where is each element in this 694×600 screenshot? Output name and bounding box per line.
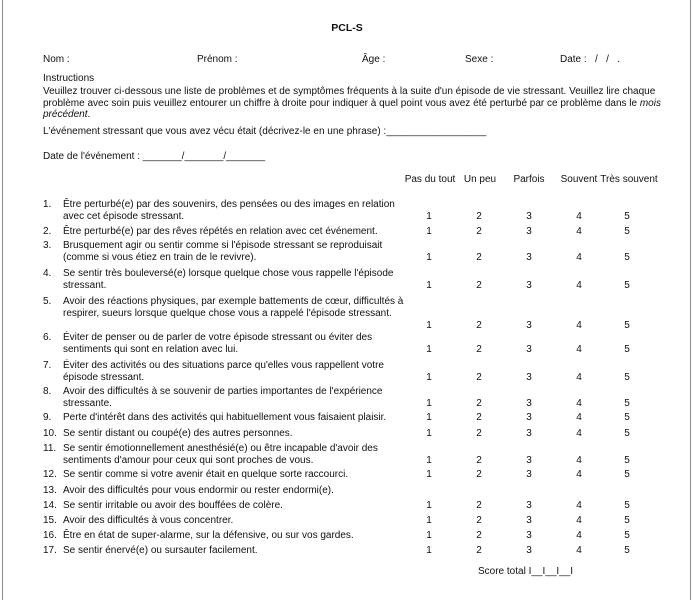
item-score-3[interactable]: 3 <box>526 427 532 439</box>
item-number: 1. <box>43 199 52 210</box>
item-score-5[interactable]: 5 <box>624 319 630 331</box>
item-score-1[interactable]: 1 <box>426 514 432 526</box>
item-number: 11. <box>43 443 57 454</box>
item-number: 14. <box>43 500 57 511</box>
item-score-4[interactable]: 4 <box>576 427 582 439</box>
item-score-4[interactable]: 4 <box>576 251 582 263</box>
item-row <box>43 360 663 383</box>
item-score-4[interactable]: 4 <box>576 468 582 480</box>
item-score-1[interactable]: 1 <box>426 319 432 331</box>
item-score-1[interactable]: 1 <box>426 225 432 237</box>
item-row <box>43 199 663 222</box>
sexe-label: Sexe : <box>465 54 494 65</box>
item-score-5[interactable]: 5 <box>624 499 630 511</box>
item-number: 3. <box>43 240 52 251</box>
item-row <box>43 386 663 409</box>
item-score-4[interactable]: 4 <box>576 499 582 511</box>
item-number: 8. <box>43 386 52 397</box>
item-score-3[interactable]: 3 <box>526 279 532 291</box>
item-row <box>43 412 663 423</box>
item-text: Se sentir énervé(e) ou sursauter facilement. <box>63 545 258 556</box>
item-score-4[interactable]: 4 <box>576 343 582 355</box>
item-score-4[interactable]: 4 <box>576 411 582 423</box>
item-score-2[interactable]: 2 <box>476 279 482 291</box>
item-score-1[interactable]: 1 <box>426 343 432 355</box>
item-score-1[interactable]: 1 <box>426 468 432 480</box>
item-score-2[interactable]: 2 <box>476 499 482 511</box>
item-number: 16. <box>43 530 57 541</box>
item-score-4[interactable]: 4 <box>576 514 582 526</box>
item-text: Être en état de super-alarme, sur la défensive, ou sur vos gardes. <box>63 530 354 541</box>
item-score-5[interactable]: 5 <box>624 427 630 439</box>
instructions-title: Instructions <box>43 73 95 84</box>
column-header-pas-du-tout: Pas du tout <box>404 174 456 185</box>
instructions-text-start: Veuillez trouver ci-dessous une liste de problèmes et de symptômes fréquents à la suite d'un épisode de vie stressant. Veuillez lire chaque problème avec soin puis veuillez entourer un chiffre à droite pour indiquer à quel point vous avez été perturbé par ce problème dans le <box>43 86 656 109</box>
item-number: 6. <box>43 332 52 343</box>
instructions-text-end: . <box>87 109 91 120</box>
item-text: Se sentir très bouleversé(e) lorsque quelque chose vous rappelle l'épisode stressant. <box>63 268 394 291</box>
item-score-3[interactable]: 3 <box>526 454 532 466</box>
form-title: PCL-S <box>331 22 363 34</box>
item-score-3[interactable]: 3 <box>526 210 532 222</box>
item-score-5[interactable]: 5 <box>624 544 630 556</box>
item-score-4[interactable]: 4 <box>576 279 582 291</box>
page-border-left <box>2 0 3 600</box>
item-score-5[interactable]: 5 <box>624 251 630 263</box>
item-score-5[interactable]: 5 <box>624 225 630 237</box>
item-score-2[interactable]: 2 <box>476 468 482 480</box>
item-score-1[interactable]: 1 <box>426 279 432 291</box>
item-score-5[interactable]: 5 <box>624 514 630 526</box>
column-header-parfois: Parfois <box>513 174 545 185</box>
item-text: Avoir des difficultés à vous concentrer. <box>63 515 234 526</box>
item-text: Éviter des activités ou des situations parce qu'elles vous rappellent votre épisode stressant. <box>63 360 384 383</box>
item-text: Avoir des réactions physiques, par exemple battements de cœur, difficultés à respirer, sueurs lorsque quelque chose vous a rappelé l'épisode stressant. <box>63 296 404 319</box>
item-score-1[interactable]: 1 <box>426 454 432 466</box>
column-header-tres-souvent: Très souvent <box>600 174 658 185</box>
item-score-2[interactable]: 2 <box>476 427 482 439</box>
item-number: 9. <box>43 412 52 423</box>
item-score-1[interactable]: 1 <box>426 210 432 222</box>
item-score-1[interactable]: 1 <box>426 529 432 541</box>
item-score-3[interactable]: 3 <box>526 529 532 541</box>
item-score-4[interactable]: 4 <box>576 210 582 222</box>
item-row <box>43 485 663 496</box>
column-header-un-peu: Un peu <box>463 174 497 185</box>
item-text: Se sentir distant ou coupé(e) des autres personnes. <box>63 428 293 439</box>
item-score-4[interactable]: 4 <box>576 319 582 331</box>
prenom-label: Prénom : <box>197 54 238 65</box>
item-score-5[interactable]: 5 <box>624 529 630 541</box>
item-score-1[interactable]: 1 <box>426 411 432 423</box>
item-score-4[interactable]: 4 <box>576 544 582 556</box>
item-score-2[interactable]: 2 <box>476 411 482 423</box>
item-score-2[interactable]: 2 <box>476 514 482 526</box>
item-score-2[interactable]: 2 <box>476 319 482 331</box>
item-score-5[interactable]: 5 <box>624 343 630 355</box>
item-number: 17. <box>43 545 57 556</box>
item-score-3[interactable]: 3 <box>526 397 532 409</box>
item-text: Perte d'intérêt dans des activités qui habituellement vous faisaient plaisir. <box>63 412 387 423</box>
item-score-1[interactable]: 1 <box>426 251 432 263</box>
item-score-1[interactable]: 1 <box>426 397 432 409</box>
item-score-2[interactable]: 2 <box>476 343 482 355</box>
item-score-5[interactable]: 5 <box>624 454 630 466</box>
item-number: 5. <box>43 296 52 307</box>
item-score-4[interactable]: 4 <box>576 371 582 383</box>
column-header-souvent: Souvent <box>560 174 598 185</box>
date-label: Date : / / . <box>560 54 621 65</box>
page-border-right <box>690 0 691 600</box>
item-score-4[interactable]: 4 <box>576 454 582 466</box>
item-row <box>43 268 663 291</box>
item-score-3[interactable]: 3 <box>526 251 532 263</box>
instructions-text <box>43 86 668 121</box>
item-row <box>43 240 663 263</box>
item-text: Brusquement agir ou sentir comme si l'épisode stressant se reproduisait (comme si vous étiez en train de le revivre). <box>63 240 383 263</box>
item-score-5[interactable]: 5 <box>624 371 630 383</box>
item-number: 7. <box>43 360 52 371</box>
item-score-1[interactable]: 1 <box>426 371 432 383</box>
item-score-1[interactable]: 1 <box>426 427 432 439</box>
item-score-4[interactable]: 4 <box>576 397 582 409</box>
item-number: 15. <box>43 515 57 526</box>
item-row <box>43 545 663 556</box>
item-score-2[interactable]: 2 <box>476 397 482 409</box>
item-score-2[interactable]: 2 <box>476 251 482 263</box>
item-score-5[interactable]: 5 <box>624 411 630 423</box>
item-score-2[interactable]: 2 <box>476 225 482 237</box>
nom-label: Nom : <box>43 54 70 65</box>
item-row <box>43 296 663 331</box>
age-label: Âge : <box>362 54 386 65</box>
item-number: 10. <box>43 428 57 439</box>
item-text: Se sentir comme si votre avenir était en quelque sorte raccourci. <box>63 469 349 480</box>
item-number: 4. <box>43 268 52 279</box>
item-score-5[interactable]: 5 <box>624 397 630 409</box>
score-total: Score total I__I__I__I <box>478 566 574 577</box>
event-description-line: L'événement stressant que vous avez vécu était (décrivez-le en une phrase) :__________________ <box>43 126 487 137</box>
item-score-3[interactable]: 3 <box>526 225 532 237</box>
item-score-5[interactable]: 5 <box>624 279 630 291</box>
item-score-2[interactable]: 2 <box>476 210 482 222</box>
item-row <box>43 443 663 466</box>
item-score-2[interactable]: 2 <box>476 544 482 556</box>
item-row <box>43 530 663 541</box>
item-number: 2. <box>43 226 52 237</box>
item-score-3[interactable]: 3 <box>526 371 532 383</box>
item-score-4[interactable]: 4 <box>576 529 582 541</box>
item-score-3[interactable]: 3 <box>526 343 532 355</box>
item-score-3[interactable]: 3 <box>526 544 532 556</box>
item-row <box>43 332 663 355</box>
item-score-4[interactable]: 4 <box>576 225 582 237</box>
item-score-3[interactable]: 3 <box>526 468 532 480</box>
item-text: Se sentir émotionnellement anesthésié(e) ou être incapable d'avoir des sentiments d'amour pour ceux qui sont proches de vous. <box>63 443 378 466</box>
item-row <box>43 500 663 511</box>
item-score-2[interactable]: 2 <box>476 529 482 541</box>
item-row <box>43 226 663 237</box>
item-number: 12. <box>43 469 57 480</box>
item-row <box>43 428 663 439</box>
item-row <box>43 515 663 526</box>
event-date-line: Date de l'événement : _______/_______/_______ <box>43 151 266 162</box>
item-text: Avoir des difficultés à se souvenir de parties importantes de l'expérience stressante. <box>63 386 383 409</box>
item-score-5[interactable]: 5 <box>624 210 630 222</box>
item-row <box>43 469 663 480</box>
item-score-5[interactable]: 5 <box>624 468 630 480</box>
item-score-1[interactable]: 1 <box>426 499 432 511</box>
instructions-text-emphasis: mois précédent <box>43 97 661 120</box>
item-text: Se sentir irritable ou avoir des bouffées de colère. <box>63 500 283 511</box>
item-score-3[interactable]: 3 <box>526 411 532 423</box>
item-score-2[interactable]: 2 <box>476 454 482 466</box>
item-score-2[interactable]: 2 <box>476 371 482 383</box>
item-text: Avoir des difficultés pour vous endormir ou rester endormi(e). <box>63 485 334 496</box>
item-text: Être perturbé(e) par des rêves répétés en relation avec cet événement. <box>63 226 378 237</box>
item-text: Être perturbé(e) par des souvenirs, des pensées ou des images en relation avec cet épisode stressant. <box>63 199 395 222</box>
item-score-3[interactable]: 3 <box>526 499 532 511</box>
item-text: Éviter de penser ou de parler de votre épisode stressant ou éviter des sentiments qui sont en relation avec lui. <box>63 332 373 355</box>
item-score-1[interactable]: 1 <box>426 544 432 556</box>
item-number: 13. <box>43 485 57 496</box>
item-score-3[interactable]: 3 <box>526 514 532 526</box>
item-score-3[interactable]: 3 <box>526 319 532 331</box>
